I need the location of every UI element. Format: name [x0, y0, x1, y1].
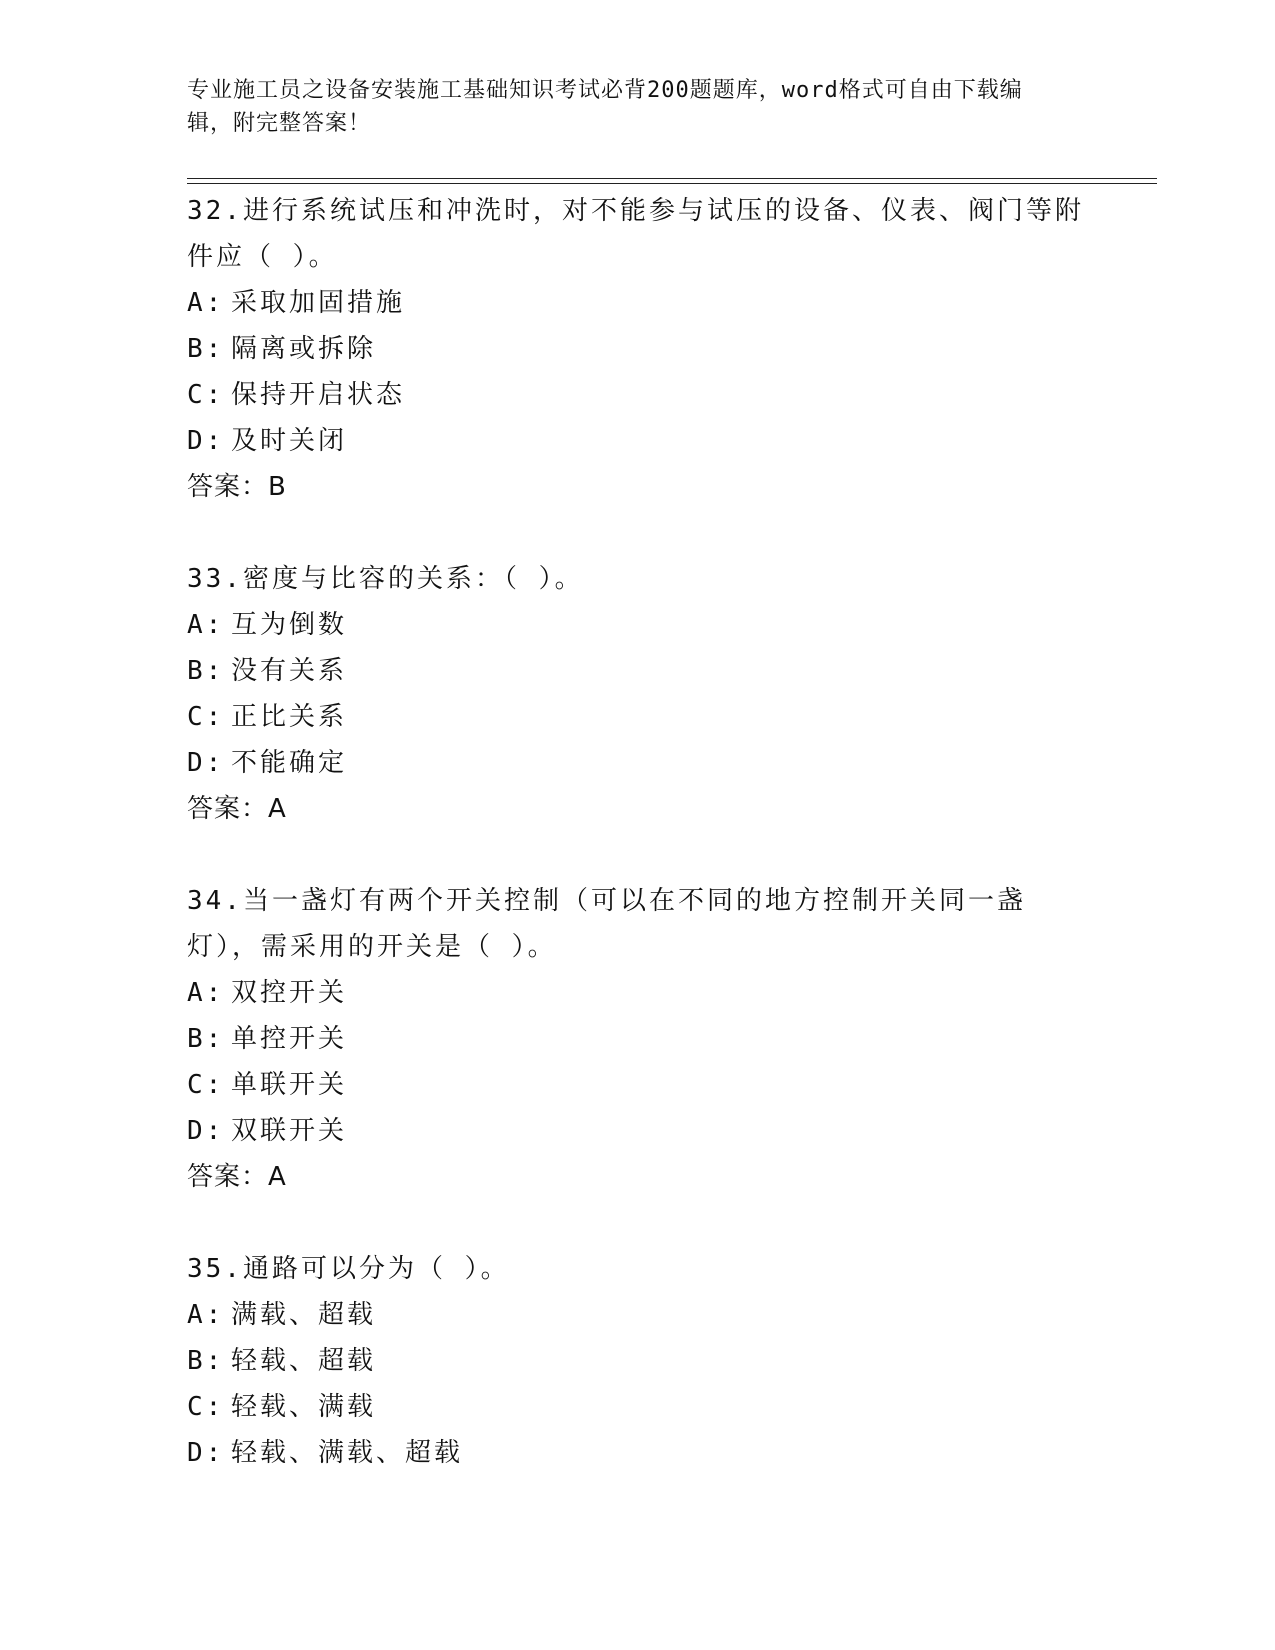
- option-key: C:: [187, 1070, 225, 1100]
- question-text: 34.当一盏灯有两个开关控制（可以在不同的地方控制开关同一盏灯），需采用的开关是（ ）。: [187, 886, 1026, 962]
- option-text: 隔离或拆除: [231, 334, 377, 364]
- option-text: 轻载、满载: [231, 1392, 377, 1422]
- header-divider-bottom: [187, 183, 1157, 184]
- option-d: [187, 740, 1087, 786]
- option-text: 轻载、满载、超载: [231, 1438, 464, 1468]
- option-key: C:: [187, 702, 225, 732]
- option-c: [187, 372, 1087, 418]
- option-text: 满载、超载: [231, 1300, 377, 1330]
- option-key: B:: [187, 334, 225, 364]
- option-a: [187, 280, 1087, 326]
- option-text: 采取加固措施: [231, 288, 406, 318]
- option-key: C:: [187, 1392, 225, 1422]
- option-text: 双联开关: [231, 1116, 348, 1146]
- option-b: [187, 326, 1087, 372]
- option-a: [187, 1292, 1087, 1338]
- option-text: 双控开关: [231, 978, 348, 1008]
- option-key: A:: [187, 288, 225, 318]
- option-text: 单控开关: [231, 1024, 348, 1054]
- document-header: 专业施工员之设备安装施工基础知识考试必背200题题库，word格式可自由下载编辑，附完整答案！: [187, 78, 1023, 136]
- header-divider-top: [187, 178, 1157, 179]
- question-text: 35.通路可以分为（ ）。: [187, 1254, 510, 1284]
- option-b: [187, 1338, 1087, 1384]
- option-c: [187, 1062, 1087, 1108]
- question-34: [187, 878, 1087, 1200]
- option-key: D:: [187, 1438, 225, 1468]
- option-d: [187, 1430, 1087, 1476]
- option-d: [187, 418, 1087, 464]
- option-b: [187, 648, 1087, 694]
- option-d: [187, 1108, 1087, 1154]
- option-text: 轻载、超载: [231, 1346, 377, 1376]
- answer-line: 答案：B: [187, 472, 287, 502]
- option-b: [187, 1016, 1087, 1062]
- option-key: D:: [187, 1116, 225, 1146]
- option-text: 没有关系: [231, 656, 348, 686]
- option-a: [187, 970, 1087, 1016]
- option-a: [187, 602, 1087, 648]
- option-key: D:: [187, 426, 225, 456]
- option-text: 不能确定: [231, 748, 348, 778]
- option-key: B:: [187, 1024, 225, 1054]
- question-35: [187, 1246, 1087, 1476]
- option-key: A:: [187, 978, 225, 1008]
- option-text: 互为倒数: [231, 610, 348, 640]
- option-key: C:: [187, 380, 225, 410]
- option-c: [187, 1384, 1087, 1430]
- option-key: B:: [187, 1346, 225, 1376]
- option-key: A:: [187, 610, 225, 640]
- option-text: 正比关系: [231, 702, 348, 732]
- question-33: [187, 556, 1087, 832]
- answer-line: 答案：A: [187, 1162, 287, 1192]
- question-32: [187, 188, 1087, 510]
- option-c: [187, 694, 1087, 740]
- option-text: 及时关闭: [231, 426, 348, 456]
- option-text: 单联开关: [231, 1070, 348, 1100]
- question-text: 33.密度与比容的关系：（ ）。: [187, 564, 584, 594]
- option-key: A:: [187, 1300, 225, 1330]
- question-text: 32.进行系统试压和冲洗时，对不能参与试压的设备、仪表、阀门等附件应（ ）。: [187, 196, 1084, 272]
- option-key: B:: [187, 656, 225, 686]
- option-key: D:: [187, 748, 225, 778]
- document-page: [187, 0, 1157, 1650]
- question-list: [187, 188, 1087, 1522]
- option-text: 保持开启状态: [231, 380, 406, 410]
- answer-line: 答案：A: [187, 794, 287, 824]
